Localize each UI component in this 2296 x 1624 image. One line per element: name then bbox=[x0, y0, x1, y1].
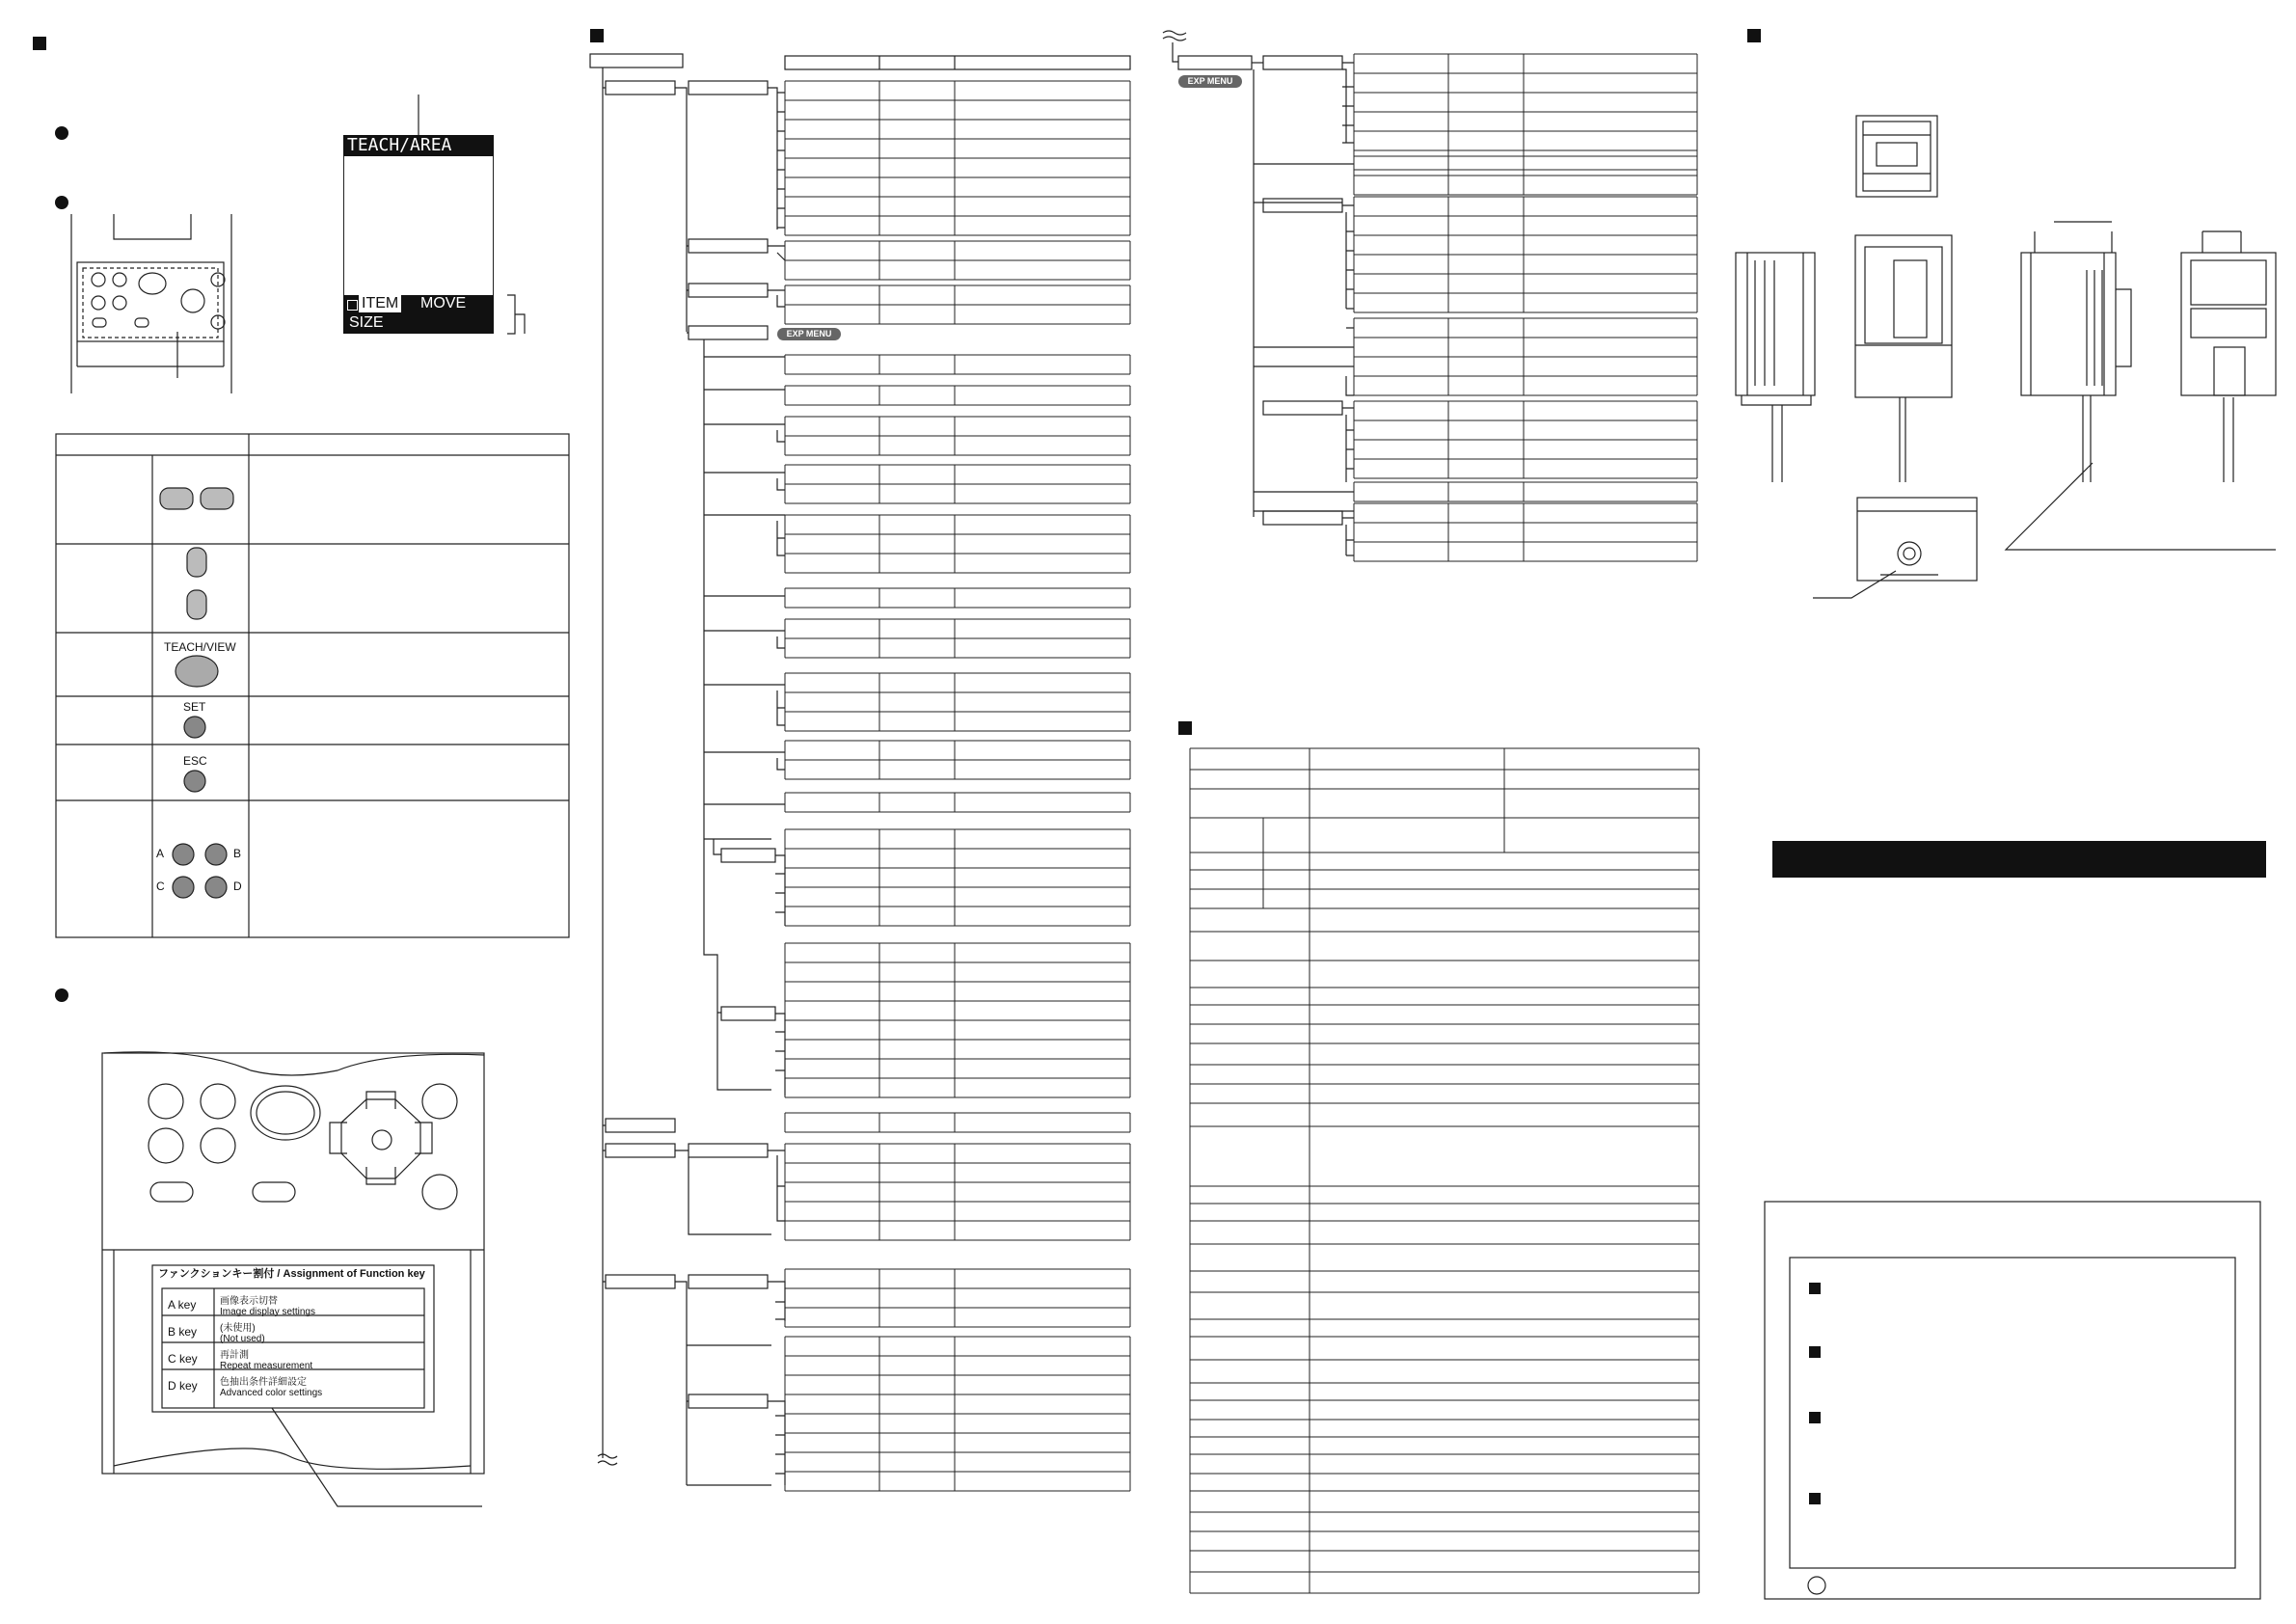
lcd-size: SIZE bbox=[349, 314, 384, 331]
function-key-desc-jp: (未使用) bbox=[220, 1323, 256, 1334]
function-key-name: D key bbox=[168, 1379, 198, 1393]
function-key-name: C key bbox=[168, 1352, 198, 1366]
function-key-desc-en: Advanced color settings bbox=[220, 1388, 323, 1398]
checkbox-icon bbox=[347, 300, 358, 311]
function-key-desc-en: Repeat measurement bbox=[220, 1361, 313, 1371]
lcd-move: MOVE bbox=[420, 295, 467, 311]
exp-menu-badge-2: EXP MENU bbox=[1178, 75, 1242, 88]
function-key-desc-jp: 再計測 bbox=[220, 1350, 249, 1361]
esc-key-label: ESC bbox=[183, 754, 207, 768]
lcd-title: TEACH/AREA bbox=[343, 135, 494, 156]
b-key-label: B bbox=[233, 847, 242, 860]
function-key-name: B key bbox=[168, 1325, 198, 1339]
lcd-item: ITEM bbox=[359, 295, 401, 312]
function-key-desc-en: Image display settings bbox=[220, 1307, 315, 1317]
function-card-heading: ファンクションキー割付 / Assignment of Function key bbox=[158, 1268, 425, 1280]
function-key-desc-en: (Not used) bbox=[220, 1334, 265, 1344]
set-key-label: SET bbox=[183, 700, 206, 714]
function-key-desc-jp: 画像表示切替 bbox=[220, 1296, 278, 1307]
lcd-footer bbox=[343, 295, 494, 334]
c-key-label: C bbox=[156, 880, 165, 893]
exp-menu-badge: EXP MENU bbox=[777, 328, 841, 340]
d-key-label: D bbox=[233, 880, 242, 893]
function-key-name: A key bbox=[168, 1298, 197, 1312]
teach-view-key-label: TEACH/VIEW bbox=[164, 640, 236, 654]
function-key-desc-jp: 色抽出条件詳細設定 bbox=[220, 1377, 307, 1388]
a-key-label: A bbox=[156, 847, 165, 860]
